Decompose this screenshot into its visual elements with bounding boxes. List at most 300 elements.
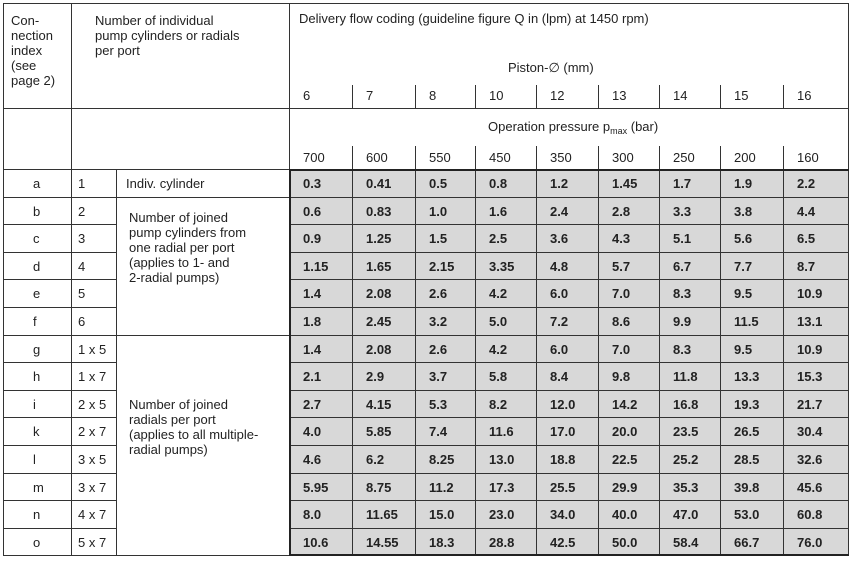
value-row-line	[289, 362, 849, 363]
flow-value: 11.65	[366, 507, 398, 523]
value-col-line	[415, 528, 416, 556]
flow-value: 1.8	[303, 314, 322, 329]
flow-value: 28.5	[734, 452, 760, 467]
flow-value: 25.5	[550, 479, 576, 495]
pressure-label-sub: max	[610, 126, 628, 136]
flow-value: 1.25	[366, 231, 392, 247]
value-col-line	[598, 473, 599, 501]
flow-value: 18.8	[550, 452, 576, 467]
flow-value: 8.0	[303, 507, 322, 523]
row-index: b	[33, 203, 41, 219]
value-col-line	[415, 252, 416, 280]
value-col-line	[352, 197, 353, 225]
value-col-line	[536, 335, 537, 363]
group-joined-cylinders-label: Number of joined	[129, 209, 228, 225]
value-col-line	[536, 528, 537, 556]
value-col-line	[536, 169, 537, 197]
value-col-line	[475, 473, 476, 501]
value-row-line	[289, 417, 849, 418]
row-index: e	[33, 286, 41, 302]
value-row-line	[289, 335, 849, 336]
flow-value: 3.2	[429, 314, 448, 329]
pressure-tick	[536, 146, 537, 169]
flow-value: 0.41	[366, 176, 392, 191]
value-col-line	[415, 335, 416, 363]
flow-value: 2.8	[612, 203, 631, 219]
pressure-value: 200	[734, 150, 756, 165]
flow-value: 20.0	[612, 424, 638, 440]
flow-value: 2.2	[797, 176, 816, 191]
col-divider-count	[116, 169, 117, 555]
value-col-line	[720, 335, 721, 363]
flow-value: 4.0	[303, 424, 322, 440]
group-joined-radials-label: (applies to all multiple-	[129, 426, 259, 442]
flow-value: 30.4	[797, 424, 823, 440]
value-frame-left	[289, 169, 291, 555]
flow-value: 23.5	[673, 424, 699, 440]
flow-value: 12.0	[550, 396, 576, 412]
value-col-line	[352, 473, 353, 501]
pressure-label-unit: (bar)	[627, 119, 659, 134]
row-count: 3	[78, 231, 86, 247]
piston-size: 16	[797, 88, 812, 103]
flow-value: 0.5	[429, 176, 448, 191]
value-col-line	[659, 335, 660, 363]
flow-value: 4.4	[797, 203, 816, 219]
flow-value: 9.9	[673, 314, 692, 329]
value-col-line	[352, 279, 353, 307]
value-col-line	[783, 417, 784, 445]
value-col-line	[720, 362, 721, 390]
flow-value: 8.75	[366, 479, 392, 495]
flow-value: 42.5	[550, 534, 576, 550]
flow-value: 23.0	[489, 507, 515, 523]
flow-value: 4.2	[489, 286, 508, 302]
value-col-line	[352, 335, 353, 363]
row-count: 5	[78, 286, 86, 302]
value-col-line	[598, 307, 599, 335]
flow-value: 2.5	[489, 231, 508, 247]
flow-value: 14.2	[612, 396, 638, 412]
value-col-line	[352, 252, 353, 280]
flow-value: 35.3	[673, 479, 699, 495]
pressure-value: 600	[366, 150, 388, 165]
value-row-line	[289, 197, 849, 198]
flow-value: 3.7	[429, 369, 448, 385]
row-line	[3, 417, 116, 418]
flow-value: 11.6	[489, 424, 514, 440]
flow-value: 16.8	[673, 396, 699, 412]
delivery-flow-table	[3, 3, 849, 559]
row-count: 3 x 7	[78, 479, 107, 495]
group-joined-cylinders-label: (applies to 1- and	[129, 254, 230, 270]
flow-value: 21.7	[797, 396, 823, 412]
value-col-line	[659, 417, 660, 445]
flow-value: 1.2	[550, 176, 569, 191]
row-count: 2 x 5	[78, 396, 107, 412]
flow-value: 1.4	[303, 341, 322, 357]
value-col-line	[415, 307, 416, 335]
flow-value: 3.6	[550, 231, 569, 247]
flow-value: 22.5	[612, 452, 638, 467]
value-col-line	[659, 279, 660, 307]
value-col-line	[536, 279, 537, 307]
value-col-line	[415, 169, 416, 197]
flow-value: 8.25	[429, 452, 455, 467]
value-col-line	[720, 445, 721, 473]
flow-value: 2.4	[550, 203, 569, 219]
value-row-line	[289, 500, 849, 501]
row-line	[3, 224, 116, 225]
flow-value: 1.6	[489, 203, 508, 219]
flow-value: 50.0	[612, 534, 638, 550]
flow-value: 5.1	[673, 231, 692, 247]
flow-value: 28.8	[489, 534, 515, 550]
value-col-line	[783, 224, 784, 252]
value-row-line	[289, 279, 849, 280]
flow-value: 39.8	[734, 479, 760, 495]
group-joined-cylinders-label: one radial per port	[129, 239, 235, 255]
flow-value: 47.0	[673, 507, 699, 523]
row-count: 3 x 5	[78, 452, 107, 467]
value-row-line	[289, 224, 849, 225]
row-index: i	[33, 396, 36, 412]
value-col-line	[720, 197, 721, 225]
pressure-tick	[720, 146, 721, 169]
group-indiv-label: Indiv. cylinder	[126, 176, 205, 191]
value-col-line	[352, 169, 353, 197]
value-row-line	[289, 445, 849, 446]
flow-value: 1.4	[303, 286, 322, 302]
flow-value: 5.8	[489, 369, 508, 385]
value-col-line	[720, 390, 721, 418]
flow-value: 17.0	[550, 424, 576, 440]
pressure-tick	[598, 146, 599, 169]
value-frame-top	[289, 169, 849, 171]
connection-index-heading: page 2)	[11, 73, 56, 88]
value-col-line	[475, 335, 476, 363]
flow-value: 6.7	[673, 258, 692, 274]
value-col-line	[475, 169, 476, 197]
value-col-line	[352, 445, 353, 473]
value-col-line	[352, 362, 353, 390]
piston-tick	[720, 85, 721, 108]
flow-value: 3.8	[734, 203, 753, 219]
flow-value: 3.3	[673, 203, 692, 219]
flow-value: 1.5	[429, 231, 448, 247]
flow-value: 18.3	[429, 534, 455, 550]
value-col-line	[720, 473, 721, 501]
value-col-line	[536, 362, 537, 390]
row-index: g	[33, 341, 41, 357]
flow-value: 45.6	[797, 479, 823, 495]
row-index: f	[33, 314, 37, 329]
flow-value: 14.55	[366, 534, 399, 550]
value-col-line	[415, 362, 416, 390]
row-count: 4	[78, 258, 86, 274]
row-index: o	[33, 534, 41, 550]
flow-value: 5.3	[429, 396, 448, 412]
pressure-tick	[352, 146, 353, 169]
flow-value: 2.15	[429, 258, 455, 274]
piston-label: Piston-∅ (mm)	[508, 60, 594, 75]
flow-value: 6.0	[550, 341, 569, 357]
pressure-label	[488, 119, 658, 139]
flow-value: 2.45	[366, 314, 392, 329]
flow-value: 2.9	[366, 369, 385, 385]
value-col-line	[598, 500, 599, 528]
value-col-line	[415, 445, 416, 473]
flow-value: 17.3	[489, 479, 515, 495]
row-line	[3, 307, 116, 308]
value-col-line	[598, 252, 599, 280]
value-col-line	[783, 473, 784, 501]
value-col-line	[720, 224, 721, 252]
flow-value: 0.83	[366, 203, 392, 219]
value-col-line	[659, 252, 660, 280]
flow-value: 1.65	[366, 258, 392, 274]
flow-value: 13.1	[797, 314, 823, 329]
value-col-line	[475, 252, 476, 280]
cylinders-heading: Number of individual	[95, 13, 214, 28]
row-index: l	[33, 452, 36, 467]
value-col-line	[720, 528, 721, 556]
value-col-line	[659, 197, 660, 225]
piston-tick	[598, 85, 599, 108]
flow-value: 0.9	[303, 231, 322, 247]
piston-tick	[352, 85, 353, 108]
piston-size: 7	[366, 88, 374, 103]
flow-value: 60.8	[797, 507, 823, 523]
connection-index-heading: (see	[11, 58, 37, 73]
value-col-line	[352, 307, 353, 335]
pressure-tick	[659, 146, 660, 169]
flow-value: 2.6	[429, 286, 448, 302]
group-line-1	[116, 197, 289, 198]
flow-value: 8.7	[797, 258, 816, 274]
flow-value: 2.1	[303, 369, 322, 385]
value-col-line	[659, 169, 660, 197]
flow-value: 58.4	[673, 534, 699, 550]
row-line	[3, 335, 116, 336]
row-count: 4 x 7	[78, 507, 107, 523]
value-col-line	[352, 390, 353, 418]
value-frame-bottom	[289, 554, 849, 556]
value-col-line	[783, 362, 784, 390]
value-row-line	[289, 252, 849, 253]
value-col-line	[536, 197, 537, 225]
flow-value: 11.5	[734, 314, 759, 329]
value-col-line	[720, 252, 721, 280]
flow-value: 1.9	[734, 176, 753, 191]
row-index: a	[33, 176, 41, 191]
value-col-line	[475, 307, 476, 335]
flow-value: 3.35	[489, 258, 515, 274]
value-col-line	[475, 279, 476, 307]
value-col-line	[415, 417, 416, 445]
row-line	[3, 169, 116, 170]
flow-value: 8.6	[612, 314, 631, 329]
flow-value: 4.8	[550, 258, 569, 274]
flow-value: 11.2	[429, 479, 454, 495]
flow-value: 7.4	[429, 424, 448, 440]
value-col-line	[536, 390, 537, 418]
pressure-value: 450	[489, 150, 511, 165]
value-col-line	[352, 224, 353, 252]
value-col-line	[475, 417, 476, 445]
value-col-line	[415, 279, 416, 307]
value-col-line	[536, 417, 537, 445]
group-joined-cylinders-label: pump cylinders from	[129, 224, 247, 240]
value-col-line	[783, 307, 784, 335]
group-joined-cylinders-label: 2-radial pumps)	[129, 269, 220, 285]
flow-value: 5.0	[489, 314, 508, 329]
row-index: d	[33, 258, 41, 274]
value-col-line	[659, 445, 660, 473]
row-count: 6	[78, 314, 86, 329]
value-col-line	[598, 169, 599, 197]
row-line	[3, 473, 116, 474]
flow-value: 1.0	[429, 203, 448, 219]
value-col-line	[720, 169, 721, 197]
value-col-line	[783, 500, 784, 528]
piston-tick	[415, 85, 416, 108]
piston-size: 14	[673, 88, 688, 103]
value-col-line	[783, 279, 784, 307]
pressure-value: 700	[303, 150, 325, 165]
flow-value: 4.15	[366, 396, 392, 412]
flow-value: 34.0	[550, 507, 576, 523]
value-col-line	[415, 224, 416, 252]
flow-value: 2.08	[366, 286, 392, 302]
value-col-line	[783, 197, 784, 225]
flow-value: 1.15	[303, 258, 329, 274]
flow-value: 9.5	[734, 341, 753, 357]
flow-value: 53.0	[734, 507, 760, 523]
piston-tick	[659, 85, 660, 108]
group-line-2	[116, 335, 289, 336]
value-col-line	[598, 528, 599, 556]
flow-value: 7.0	[612, 286, 631, 302]
value-row-line	[289, 307, 849, 308]
flow-value: 13.3	[734, 369, 760, 385]
flow-value: 11.8	[673, 369, 698, 385]
value-col-line	[598, 279, 599, 307]
piston-tick	[536, 85, 537, 108]
flow-value: 0.3	[303, 176, 322, 191]
flow-value: 2.6	[429, 341, 448, 357]
row-line	[3, 279, 116, 280]
value-col-line	[659, 473, 660, 501]
value-col-line	[783, 335, 784, 363]
row-index: n	[33, 507, 41, 523]
value-col-line	[475, 528, 476, 556]
value-col-line	[598, 417, 599, 445]
value-col-line	[536, 224, 537, 252]
value-col-line	[352, 528, 353, 556]
flow-value: 25.2	[673, 452, 699, 467]
value-col-line	[536, 307, 537, 335]
row-line	[3, 390, 116, 391]
value-col-line	[659, 362, 660, 390]
flow-value: 5.6	[734, 231, 753, 247]
group-joined-radials-label: radials per port	[129, 411, 216, 427]
value-col-line	[536, 252, 537, 280]
value-col-line	[659, 224, 660, 252]
pressure-tick	[475, 146, 476, 169]
flow-value: 6.2	[366, 452, 385, 467]
flow-value: 6.5	[797, 231, 816, 247]
value-col-line	[475, 500, 476, 528]
value-col-line	[415, 500, 416, 528]
flow-value: 5.7	[612, 258, 631, 274]
value-col-line	[783, 252, 784, 280]
row-line	[3, 528, 116, 529]
pressure-tick	[783, 146, 784, 169]
flow-value: 0.8	[489, 176, 508, 191]
flow-value: 13.0	[489, 452, 515, 467]
value-col-line	[659, 390, 660, 418]
value-row-line	[289, 390, 849, 391]
value-col-line	[720, 417, 721, 445]
piston-size: 13	[612, 88, 627, 103]
value-col-line	[352, 500, 353, 528]
value-col-line	[659, 500, 660, 528]
row-line	[3, 445, 116, 446]
row-line	[3, 362, 116, 363]
piston-tick	[783, 85, 784, 108]
flow-value: 29.9	[612, 479, 638, 495]
row-index: m	[33, 479, 44, 495]
flow-value: 4.3	[612, 231, 631, 247]
value-col-line	[475, 445, 476, 473]
row-index: h	[33, 369, 41, 385]
value-col-line	[720, 307, 721, 335]
connection-index-heading: index	[11, 43, 43, 58]
value-col-line	[598, 390, 599, 418]
piston-tick	[475, 85, 476, 108]
row-count: 1 x 7	[78, 369, 107, 385]
pressure-value: 250	[673, 150, 695, 165]
flow-value: 9.8	[612, 369, 631, 385]
pressure-value: 350	[550, 150, 572, 165]
piston-size: 15	[734, 88, 749, 103]
flow-value: 6.0	[550, 286, 569, 302]
value-col-line	[352, 417, 353, 445]
value-col-line	[720, 500, 721, 528]
row-count: 2	[78, 203, 86, 219]
border-top	[3, 3, 849, 4]
flow-value: 15.3	[797, 369, 823, 385]
row-index: c	[33, 231, 40, 247]
flow-value: 4.6	[303, 452, 322, 467]
flow-value: 5.95	[303, 479, 329, 495]
flow-value: 7.0	[612, 341, 631, 357]
row-index: k	[33, 424, 40, 440]
connection-index-heading: nection	[11, 28, 53, 43]
row-count: 2 x 7	[78, 424, 107, 440]
flow-value: 40.0	[612, 507, 638, 523]
flow-value: 66.7	[734, 534, 760, 550]
flow-value: 1.7	[673, 176, 692, 191]
group-joined-radials-label: radial pumps)	[129, 441, 208, 457]
value-col-line	[415, 197, 416, 225]
piston-size: 10	[489, 88, 504, 103]
flow-value: 8.4	[550, 369, 569, 385]
row-count: 5 x 7	[78, 534, 107, 550]
value-col-line	[536, 473, 537, 501]
header-mid-line	[3, 108, 849, 109]
